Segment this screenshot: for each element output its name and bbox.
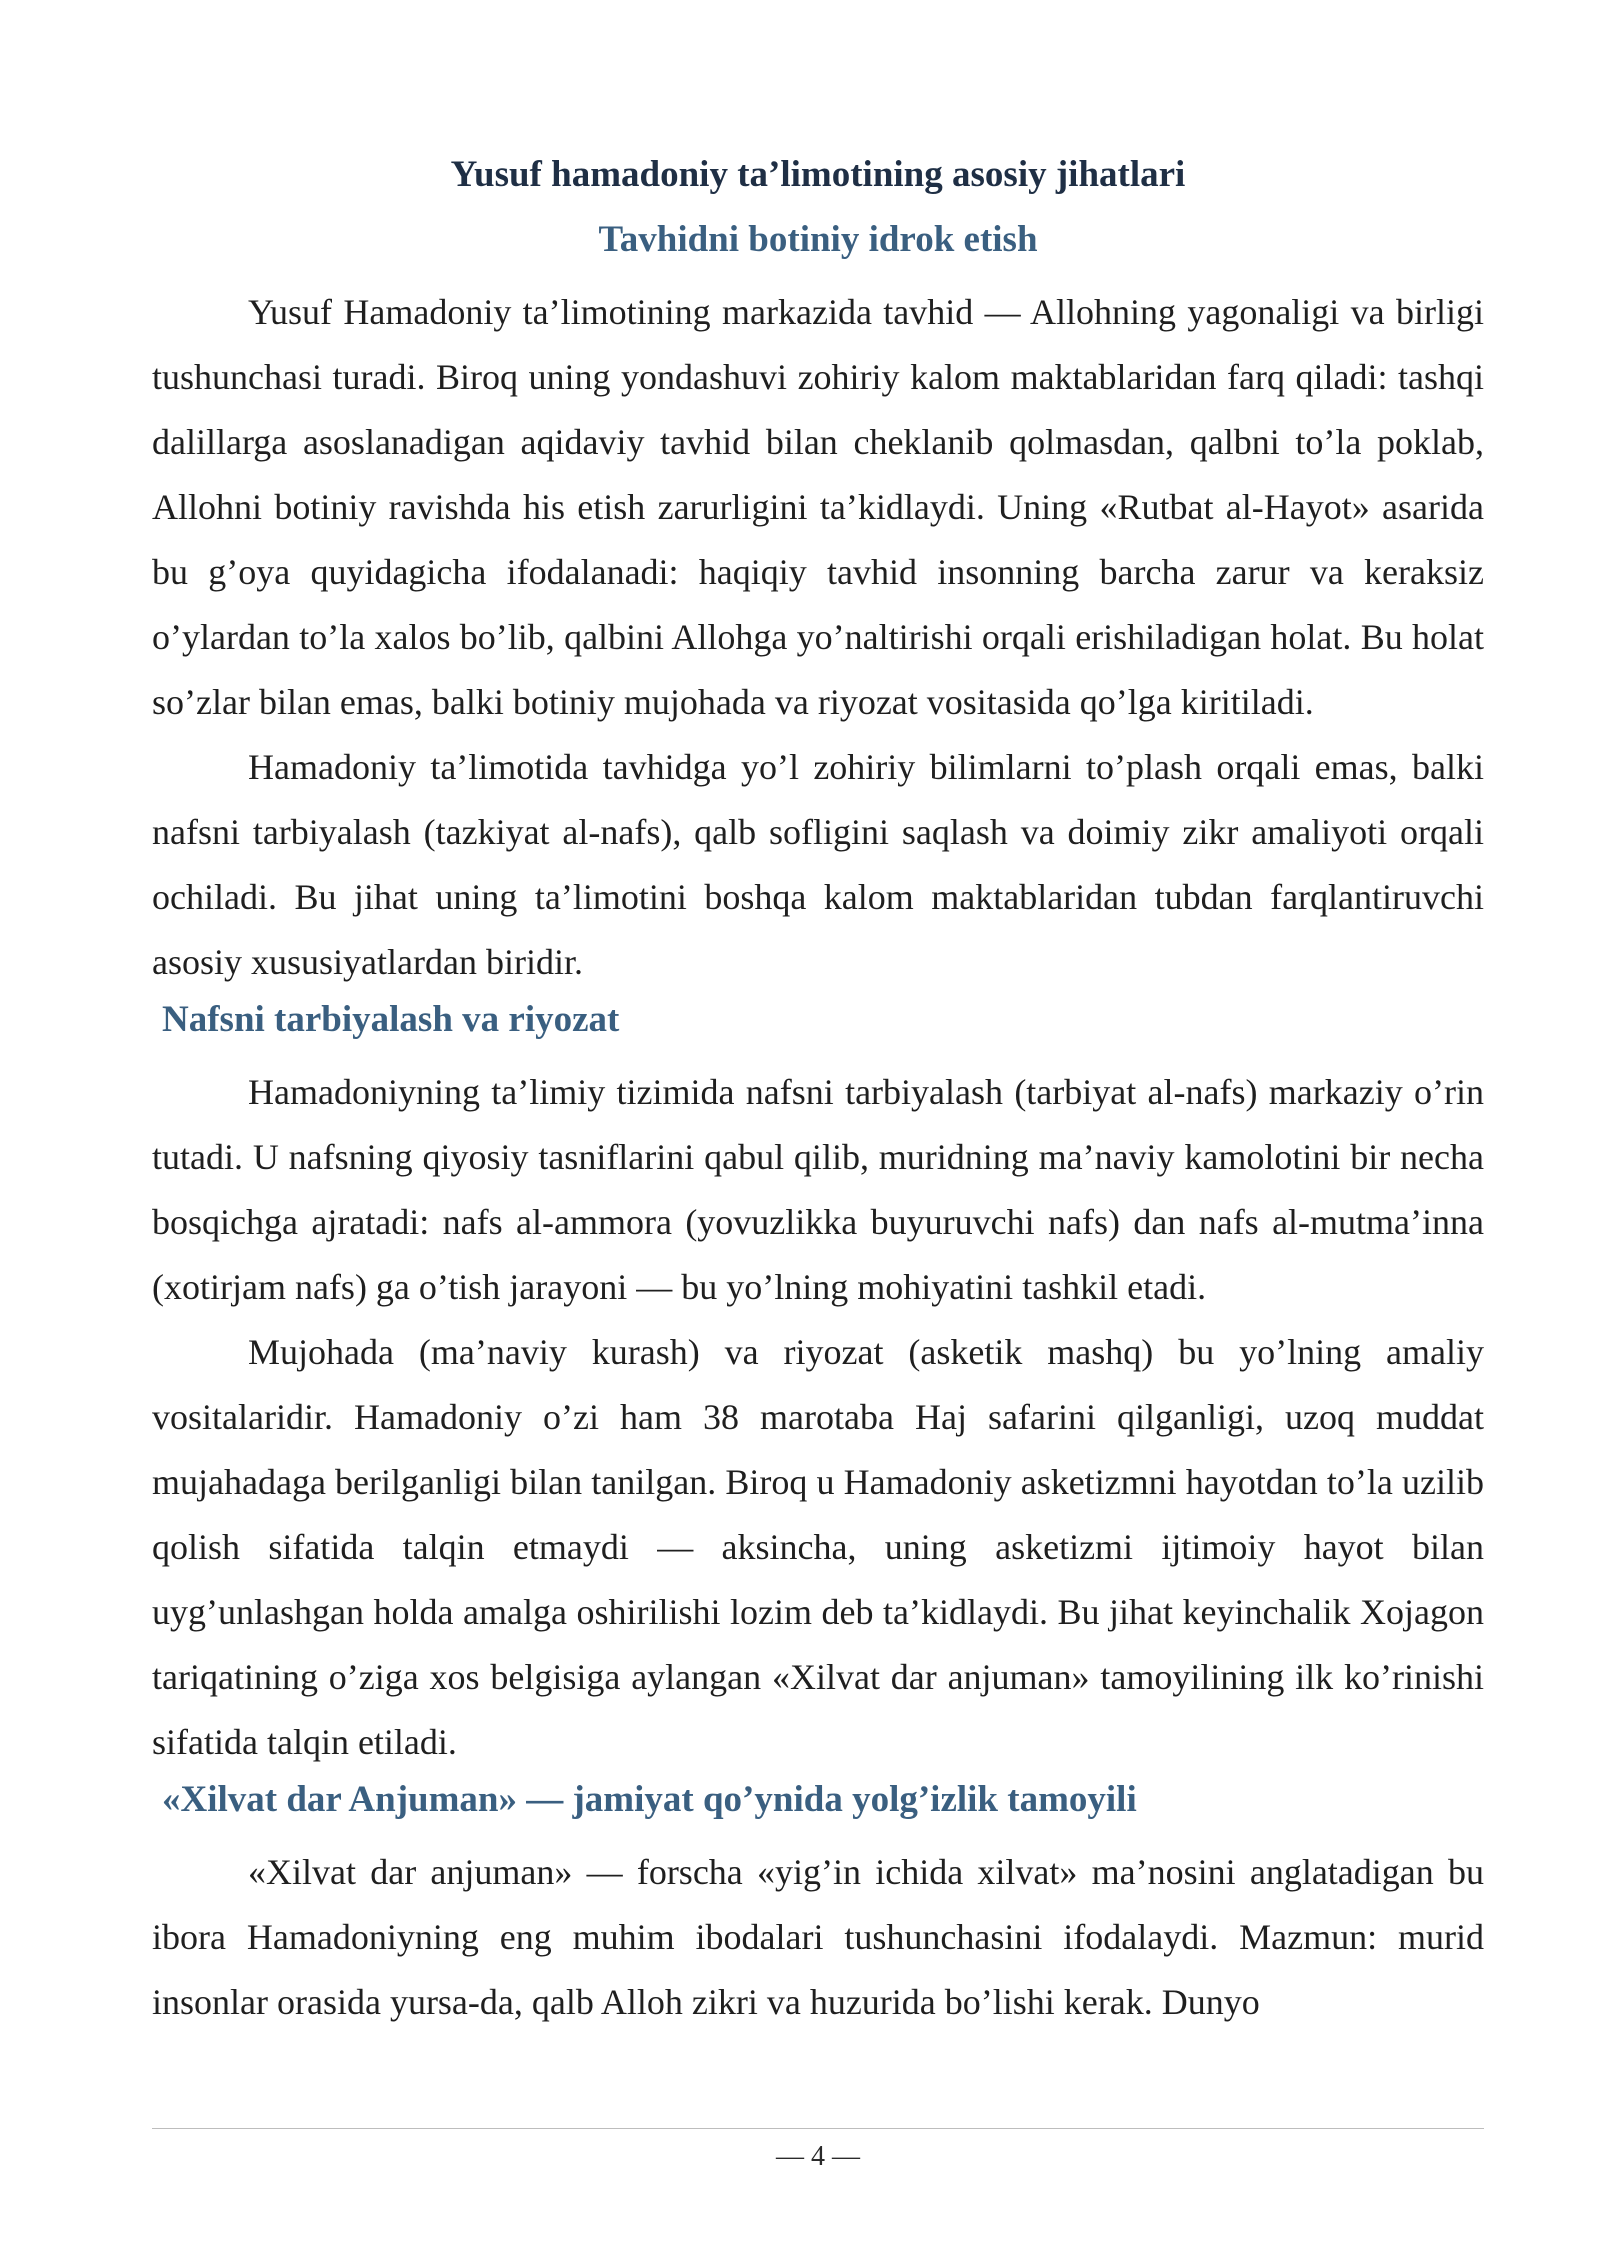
footer-divider — [152, 2128, 1484, 2129]
document-page — [152, 150, 1484, 2035]
document-title: Yusuf hamadoniy ta’limotining asosiy jihatlari — [450, 154, 1186, 195]
paragraph: Mujohada (ma’naviy kurash) va riyozat (asketik mashq) bu yo’lning amaliy vositalaridir. Hamadoniy o’zi ham 38 marotaba Haj safarini qilganligi, uzoq muddat mujahadaga berilganligi bilan tanilgan. Biroq u Hamadoniy asketizmni hayotdan to’la uzilib qolish sifatida talqin etmaydi — aksincha, uning asketizmi ijtimoiy hayot bilan uyg’unlashgan holda amalga oshirilishi lozim deb ta’kidlaydi. Bu jihat keyinchalik Xojagon tariqatining o’ziga xos belgisiga aylangan «Xilvat dar anjuman» tamoyilining ilk ko’rinishi sifatida talqin etiladi. — [152, 1332, 1484, 1762]
paragraph: Hamadoniyning ta’limiy tizimida nafsni tarbiyalash (tarbiyat al-nafs) markaziy o’rin tutadi. U nafsning qiyosiy tasniflarini qabul qilib, muridning ma’naviy kamolotini bir necha bosqichga ajratadi: nafs al-ammora (yovuzlikka buyuruvchi nafs) dan nafs al-mutma’inna (xotirjam nafs) ga o’tish jarayoni — bu yo’lning mohiyatini tashkil etadi. — [152, 1072, 1484, 1307]
page-number: — 4 — — [776, 2141, 860, 2172]
section-heading-nafs: Nafsni tarbiyalash va riyozat — [162, 999, 620, 1040]
section-heading-xilvat: «Xilvat dar Anjuman» — jamiyat qo’ynida yolg’izlik tamoyili — [162, 1779, 1137, 1820]
paragraph: «Xilvat dar anjuman» — forscha «yig’in ichida xilvat» ma’nosini anglatadigan bu ibora Hamadoniyning eng muhim ibodalari tushunchasini ifodalaydi. Mazmun: murid insonlar orasida yursa-da, qalb Alloh zikri va huzurida bo’lishi kerak. Dunyo — [152, 1852, 1484, 2022]
section-heading-tavhid: Tavhidni botiniy idrok etish — [598, 219, 1038, 260]
paragraph: Yusuf Hamadoniy ta’limotining markazida tavhid — Allohning yagonaligi va birligi tushunchasi turadi. Biroq uning yondashuvi zohiriy kalom maktablaridan farq qiladi: tashqi dalillarga asoslanadigan aqidaviy tavhid bilan cheklanib qolmasdan, qalbni to’la poklab, Allohni botiniy ravishda his etish zarurligini ta’kidlaydi. Uning «Rutbat al-Hayot» asarida bu g’oya quyidagicha ifodalanadi: haqiqiy tavhid insonning barcha zarur va keraksiz o’ylardan to’la xalos bo’lib, qalbini Allohga yo’naltirishi orqali erishiladigan holat. Bu holat so’zlar bilan emas, balki botiniy mujohada va riyozat vositasida qo’lga kiritiladi. — [152, 292, 1484, 722]
paragraph: Hamadoniy ta’limotida tavhidga yo’l zohiriy bilimlarni to’plash orqali emas, balki nafsni tarbiyalash (tazkiyat al-nafs), qalb sofligini saqlash va doimiy zikr amaliyoti orqali ochiladi. Bu jihat uning ta’limotini boshqa kalom maktablaridan tubdan farqlantiruvchi asosiy xususiyatlardan biridir. — [152, 747, 1484, 982]
